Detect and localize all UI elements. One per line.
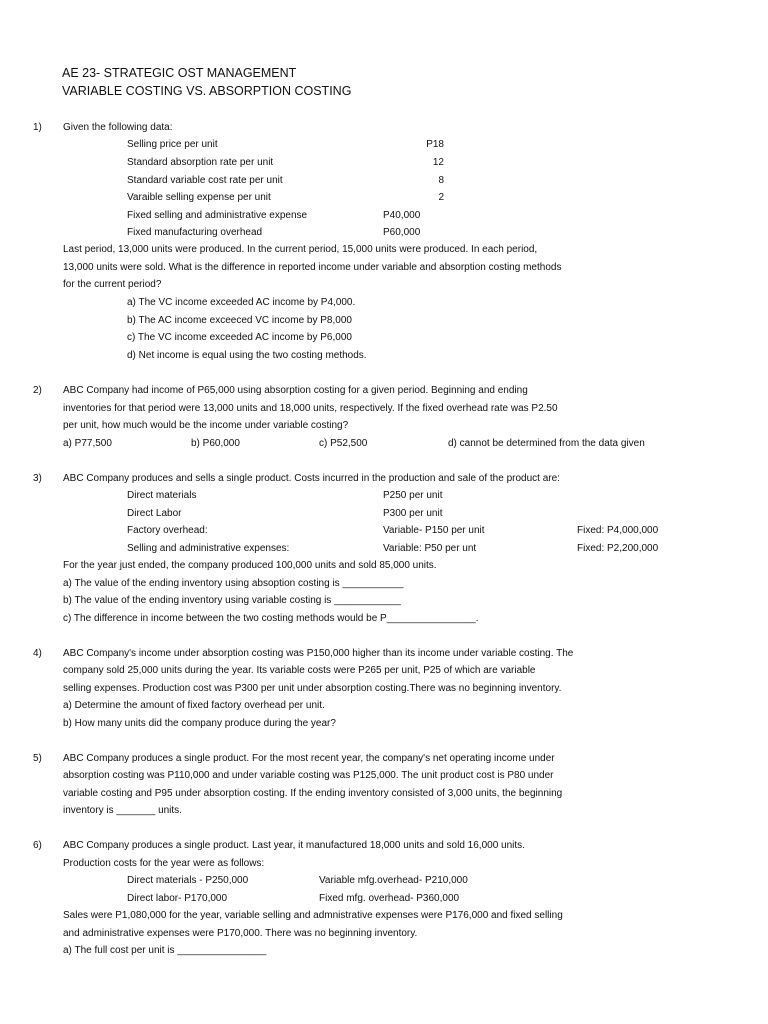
- q4-part-a: a) Determine the amount of fixed factory overhead per unit.: [63, 700, 325, 711]
- q5-text: variable costing and P95 under absorption costing. If the ending inventory consisted of 3,000 units, the beginning: [63, 788, 563, 799]
- q1-row-value: 12: [432, 157, 444, 168]
- q1-row-label: Selling price per unit: [127, 139, 218, 150]
- q1-row-label: Standard variable cost rate per unit: [127, 175, 283, 186]
- q1-option-c: c) The VC income exceeded AC income by P6,000: [127, 332, 352, 343]
- q5-text: ABC Company produces a single product. For the most recent year, the company's net operating income under: [63, 753, 555, 764]
- q4-text: ABC Company's income under absorption costing was P150,000 higher than its income under variable costing. The: [63, 648, 574, 659]
- q3-row-fixed: Fixed: P4,000,000: [577, 525, 659, 536]
- q1-option-b: b) The AC income exceeced VC income by P8,000: [127, 315, 352, 326]
- q2-option-d: d) cannot be determined from the data given: [448, 438, 645, 449]
- q4-text: selling expenses. Production cost was P300 per unit under absorption costing.There was no beginning inventory.: [63, 683, 562, 694]
- q3-text: For the year just ended, the company produced 100,000 units and sold 85,000 units.: [63, 560, 437, 571]
- q6-cost-left: Direct materials - P250,000: [127, 875, 249, 886]
- q3-row-label: Direct Labor: [127, 508, 182, 519]
- q6-cost-left: Direct labor- P170,000: [127, 893, 228, 904]
- q3-row-label: Direct materials: [127, 490, 197, 501]
- q5-number: 5): [33, 753, 42, 764]
- q3-number: 3): [33, 473, 42, 484]
- q6-cost-right: Fixed mfg. overhead- P360,000: [319, 893, 460, 904]
- q1-intro: Given the following data:: [63, 122, 173, 133]
- q6-text: Production costs for the year were as follows:: [63, 858, 265, 869]
- q1-row-value: P40,000: [383, 210, 421, 221]
- q2-option-b: b) P60,000: [191, 438, 240, 449]
- q1-row-value: 2: [438, 192, 444, 203]
- q3-intro: ABC Company produces and sells a single product. Costs incurred in the production and sale of the product are:: [63, 473, 560, 484]
- q6-text: and administrative expenses were P170,000. There was no beginning inventory.: [63, 928, 418, 939]
- q3-row-variable: Variable- P150 per unit: [383, 525, 485, 536]
- q4-text: company sold 25,000 units during the year. Its variable costs were P265 per unit, P25 of which are variable: [63, 665, 536, 676]
- q5-text: absorption costing was P110,000 and under variable costing was P125,000. The unit product cost is P80 under: [63, 770, 554, 781]
- q4-part-b: b) How many units did the company produce during the year?: [63, 718, 336, 729]
- q3-row-label: Selling and administrative expenses:: [127, 543, 290, 554]
- q6-number: 6): [33, 840, 42, 851]
- q3-row-variable: Variable: P50 per unt: [383, 543, 477, 554]
- doc-title: AE 23- STRATEGIC OST MANAGEMENT: [62, 66, 297, 80]
- q1-text: for the current period?: [63, 279, 162, 290]
- q1-option-a: a) The VC income exceeded AC income by P4,000.: [127, 297, 356, 308]
- q6-text: Sales were P1,080,000 for the year, variable selling and admnistrative expenses were P176,000 and fixed selling: [63, 910, 563, 921]
- q3-part-c: c) The difference in income between the two costing methods would be P________________.: [63, 613, 479, 624]
- q2-number: 2): [33, 385, 42, 396]
- q1-row-label: Fixed selling and administrative expense: [127, 210, 308, 221]
- q1-row-label: Standard absorption rate per unit: [127, 157, 274, 168]
- q1-text: 13,000 units were sold. What is the difference in reported income under variable and absorption costing methods: [63, 262, 562, 273]
- q3-row-variable: P250 per unit: [383, 490, 443, 501]
- q1-text: Last period, 13,000 units were produced. In the current period, 15,000 units were produced. In each period,: [63, 244, 538, 255]
- q2-text: inventories for that period were 13,000 units and 18,000 units, respectively. If the fixed overhead rate was P2.50: [63, 403, 558, 414]
- q3-row-fixed: Fixed: P2,200,000: [577, 543, 659, 554]
- q1-number: 1): [33, 122, 42, 133]
- q6-cost-right: Variable mfg.overhead- P210,000: [319, 875, 468, 886]
- q2-option-a: a) P77,500: [63, 438, 112, 449]
- q1-row-value: P60,000: [383, 227, 421, 238]
- q2-text: per unit, how much would be the income under variable costing?: [63, 420, 349, 431]
- q4-number: 4): [33, 648, 42, 659]
- doc-subtitle: VARIABLE COSTING VS. ABSORPTION COSTING: [62, 84, 352, 98]
- q3-part-a: a) The value of the ending inventory using absoption costing is ___________: [63, 578, 404, 589]
- q1-row-value: P18: [426, 139, 444, 150]
- q2-text: ABC Company had income of P65,000 using absorption costing for a given period. Beginning and ending: [63, 385, 528, 396]
- q1-row-label: Fixed manufacturing overhead: [127, 227, 263, 238]
- q3-part-b: b) The value of the ending inventory using variable costing is ____________: [63, 595, 401, 606]
- q3-row-variable: P300 per unit: [383, 508, 443, 519]
- q6-part-a: a) The full cost per unit is ________________: [63, 945, 267, 956]
- q5-text: inventory is _______ units.: [63, 805, 182, 816]
- q2-option-c: c) P52,500: [319, 438, 368, 449]
- q1-row-value: 8: [438, 175, 444, 186]
- q3-row-label: Factory overhead:: [127, 525, 208, 536]
- q1-option-d: d) Net income is equal using the two costing methods.: [127, 350, 367, 361]
- q6-text: ABC Company produces a single product. Last year, it manufactured 18,000 units and sold 16,000 units.: [63, 840, 525, 851]
- q1-row-label: Varaible selling expense per unit: [127, 192, 271, 203]
